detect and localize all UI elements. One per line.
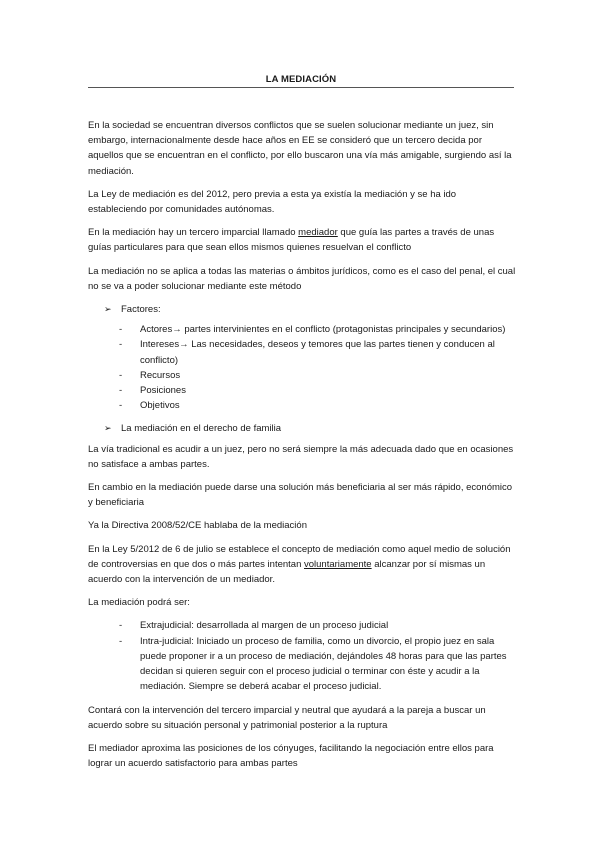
list-item-text: Actores→ partes intervinientes en el conflicto (protagonistas principales y secundarios) <box>140 324 506 336</box>
arrow-bullet-icon: ➢ <box>104 423 112 434</box>
dash-marker: - <box>119 324 123 336</box>
title-underline <box>88 87 514 88</box>
dash-marker: - <box>119 339 123 351</box>
paragraph-beneficiaria: En cambio en la mediación puede darse una solución más beneficiaria al ser más rápido, económico y beneficiaria <box>88 482 513 509</box>
bullet-factores <box>88 302 516 317</box>
paragraph-mediador-aproxima: El mediador aproxima las posiciones de los cónyuges, facilitando la negociación entre ellos para lograr un acuerdo satisfactorio para ambas partes <box>88 742 494 770</box>
list-item <box>88 634 516 695</box>
list-item <box>88 337 516 367</box>
paragraph-mediador-text-a: En la mediación hay un tercero imparcial llamado <box>88 227 299 239</box>
paragraph-tercero-imparcial: Contará con la intervención del tercero imparcial y neutral que ayudará a la pareja a buscar un acuerdo sobre su situación personal y patrimonial posterior a la ruptura <box>88 704 486 731</box>
paragraph-ambitos: La mediación no se aplica a todas las materias o ámbitos jurídicos, como es el caso del penal, el cual no se va a poder solucionar mediante este método <box>88 265 516 292</box>
tipos-list <box>88 618 516 694</box>
document-body <box>88 118 516 779</box>
list-item <box>88 618 516 633</box>
paragraph-ley-5-2012 <box>88 542 516 588</box>
paragraph-podra-ser: La mediación podrá ser: <box>88 597 190 609</box>
factores-label: Factores: <box>121 304 161 316</box>
paragraph-ley-text-a: En la Ley 5/2012 de 6 de julio se establece el concepto de mediación como aquel medio de solución de controversias en que dos o más partes intentan <box>88 543 511 570</box>
factores-list <box>88 322 516 413</box>
dash-marker: - <box>119 385 123 397</box>
list-item <box>88 322 516 337</box>
familia-label: La mediación en el derecho de familia <box>121 423 282 435</box>
list-item <box>88 368 516 383</box>
list-item-text: Objetivos <box>140 400 180 412</box>
paragraph-ley: La Ley de mediación es del 2012, pero previa a esta ya existía la mediación y se ha ido estableciendo por comunidades autónomas. <box>88 188 457 216</box>
paragraph-mediador-text-b: que guía las partes a través de unas guías particulares para que sean ellos mismos quienes resuelvan el conflicto <box>88 227 495 254</box>
list-item-text: Intra-judicial: Iniciado un proceso de familia, como un divorcio, el propio juez en sala puede proponer ir a un proceso de mediación, dejándoles 48 horas para que las partes decidan si quieren seguir con el proceso judicial o terminar con éste y acudir a la mediación. Siempre se deberá acabar el proceso judicial. <box>140 635 507 693</box>
dash-marker: - <box>119 369 123 381</box>
list-item-text: Intereses→ Las necesidades, deseos y temores que las partes tienen y conducen al conflicto) <box>140 339 495 366</box>
dash-marker: - <box>119 400 123 412</box>
list-item-text: Posiciones <box>140 385 186 397</box>
paragraph-intro: En la sociedad se encuentran diversos conflictos que se suelen solucionar mediante un juez, sin embargo, internacionalmente desde hace años en EE se consideró que un tercero decida por aquellos que se encuentran en el conflicto, por ello buscaron una vía más amigable, surgiendo así la mediación. <box>88 120 512 177</box>
list-item-text: Extrajudicial: desarrollada al margen de un proceso judicial <box>140 620 389 632</box>
mediador-underlined: mediador <box>298 227 338 239</box>
document-title: LA MEDIACIÓN <box>265 74 337 85</box>
paragraph-via-tradicional: La vía tradicional es acudir a un juez, pero no será siempre la más adecuada dado que en ocasiones no satisface a ambas partes. <box>88 443 514 470</box>
paragraph-mediador <box>88 225 516 255</box>
paragraph-ley-text-b: alcanzar por sí mismas un acuerdo con la intervención de un mediador. <box>88 558 486 586</box>
paragraph-directiva: Ya la Directiva 2008/52/CE hablaba de la mediación <box>88 520 307 532</box>
arrow-bullet-icon: ➢ <box>104 304 112 315</box>
list-item-text: Recursos <box>140 369 181 381</box>
voluntariamente-underlined: voluntariamente <box>304 558 372 570</box>
dash-marker: - <box>119 620 123 632</box>
dash-marker: - <box>119 635 123 647</box>
bullet-familia <box>88 421 516 436</box>
list-item <box>88 398 516 413</box>
list-item <box>88 383 516 398</box>
